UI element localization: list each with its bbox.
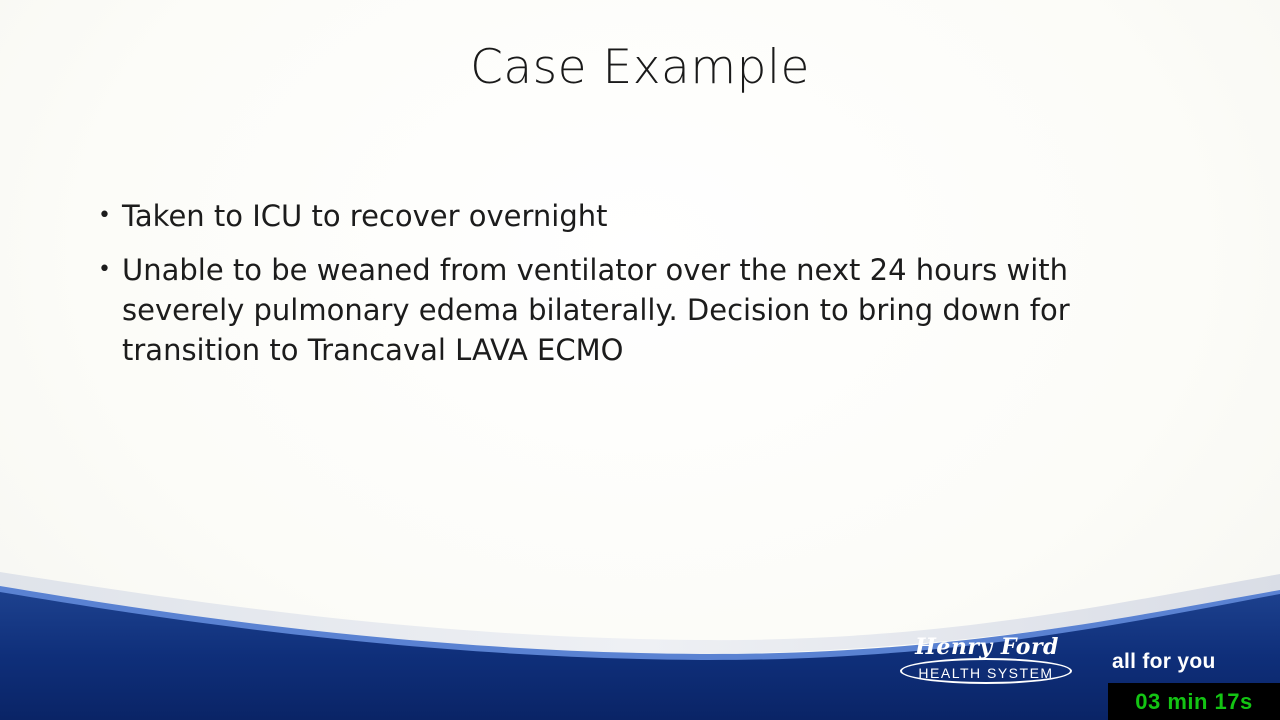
bullet-item: [98, 196, 1128, 236]
henry-ford-logo: [892, 634, 1082, 692]
timer-display: 03 min 17s: [1108, 683, 1280, 720]
logo-system-text: HEALTH SYSTEM: [900, 658, 1072, 684]
tagline: all for you: [1112, 650, 1216, 673]
slide-title: Case Example: [470, 40, 810, 95]
bullet-icon: •: [98, 257, 111, 282]
bullet-item: [98, 250, 1128, 370]
bullet-text: Unable to be weaned from ventilator over the next 24 hours with severely pulmonary edema bilaterally. Decision to bring down for transition to Trancaval LAVA ECMO: [122, 253, 1070, 367]
bullet-icon: •: [98, 203, 111, 228]
bullet-list: [98, 196, 1128, 384]
footer-wave-band: [0, 560, 1280, 720]
bullet-text: Taken to ICU to recover overnight: [122, 199, 608, 233]
logo-script-text: Henry Ford: [915, 634, 1059, 660]
